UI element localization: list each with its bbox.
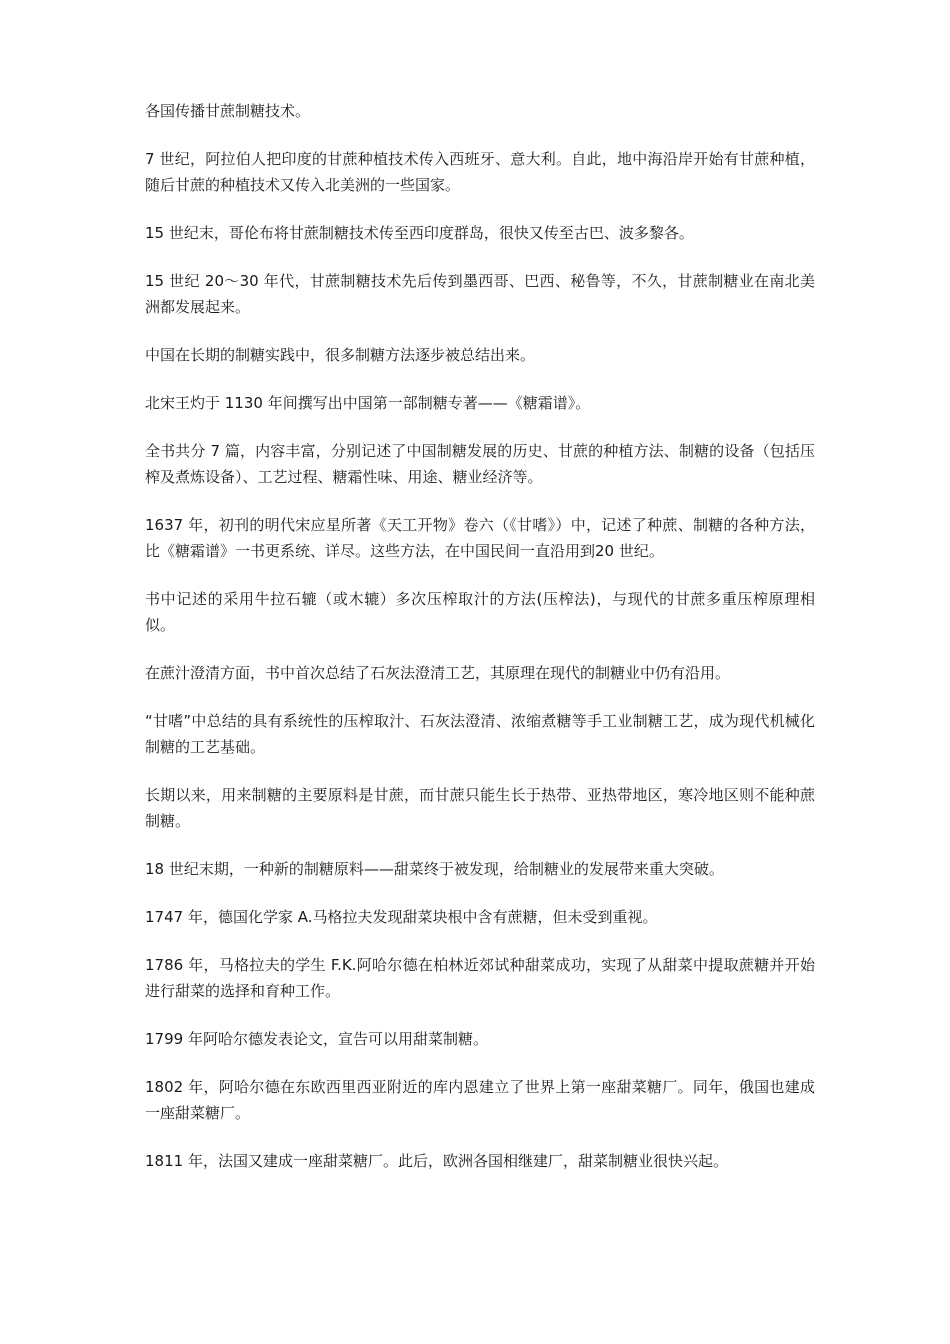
document-body <box>145 98 815 1196</box>
paragraph-11: “甘嗜”中总结的具有系统性的压榨取汁、石灰法澄清、浓缩煮糖等手工业制糖工艺，成为现代机械化制糖的工艺基础。 <box>145 712 815 756</box>
paragraph-16: 1799 年阿哈尔德发表论文，宣告可以用甜菜制糖。 <box>145 1030 488 1048</box>
paragraph-12: 长期以来，用来制糖的主要原料是甘蔗，而甘蔗只能生长于热带、亚热带地区，寒冷地区则不能种蔗制糖。 <box>145 786 815 830</box>
paragraph-1: 各国传播甘蔗制糖技术。 <box>145 102 311 120</box>
paragraph-7: 全书共分 7 篇，内容丰富，分别记述了中国制糖发展的历史、甘蔗的种植方法、制糖的设备（包括压榨及煮炼设备）、工艺过程、糖霜性味、用途、糖业经济等。 <box>145 442 815 486</box>
paragraph-9: 书中记述的采用牛拉石辘（或木辘）多次压榨取汁的方法(压榨法)，与现代的甘蔗多重压榨原理相似。 <box>145 590 815 634</box>
paragraph-10: 在蔗汁澄清方面，书中首次总结了石灰法澄清工艺，其原理在现代的制糖业中仍有沿用。 <box>145 664 731 682</box>
paragraph-2: 7 世纪，阿拉伯人把印度的甘蔗种植技术传入西班牙、意大利。自此，地中海沿岸开始有甘蔗种植，随后甘蔗的种植技术又传入北美洲的一些国家。 <box>145 150 815 194</box>
paragraph-6: 北宋王灼于 1130 年间撰写出中国第一部制糖专著——《糖霜谱》。 <box>145 394 591 412</box>
paragraph-17: 1802 年，阿哈尔德在东欧西里西亚附近的库内恩建立了世界上第一座甜菜糖厂。同年，俄国也建成一座甜菜糖厂。 <box>145 1078 815 1122</box>
paragraph-18: 1811 年，法国又建成一座甜菜糖厂。此后，欧洲各国相继建厂，甜菜制糖业很快兴起。 <box>145 1152 728 1170</box>
paragraph-13: 18 世纪末期，一种新的制糖原料——甜菜终于被发现，给制糖业的发展带来重大突破。 <box>145 860 724 878</box>
paragraph-14: 1747 年，德国化学家 A.马格拉夫发现甜菜块根中含有蔗糖，但未受到重视。 <box>145 908 658 926</box>
paragraph-15: 1786 年，马格拉夫的学生 F.K.阿哈尔德在柏林近郊试种甜菜成功，实现了从甜菜中提取蔗糖并开始进行甜菜的选择和育种工作。 <box>145 956 815 1000</box>
paragraph-4: 15 世纪 20～30 年代，甘蔗制糖技术先后传到墨西哥、巴西、秘鲁等，不久，甘蔗制糖业在南北美洲都发展起来。 <box>145 272 815 316</box>
paragraph-5: 中国在长期的制糖实践中，很多制糖方法逐步被总结出来。 <box>145 346 536 364</box>
paragraph-3: 15 世纪末，哥伦布将甘蔗制糖技术传至西印度群岛，很快又传至古巴、波多黎各。 <box>145 224 694 242</box>
paragraph-8: 1637 年，初刊的明代宋应星所著《天工开物》卷六（《甘嗜》）中，记述了种蔗、制糖的各种方法，比《糖霜谱》一书更系统、详尽。这些方法，在中国民间一直沿用到20 世纪。 <box>145 516 815 560</box>
